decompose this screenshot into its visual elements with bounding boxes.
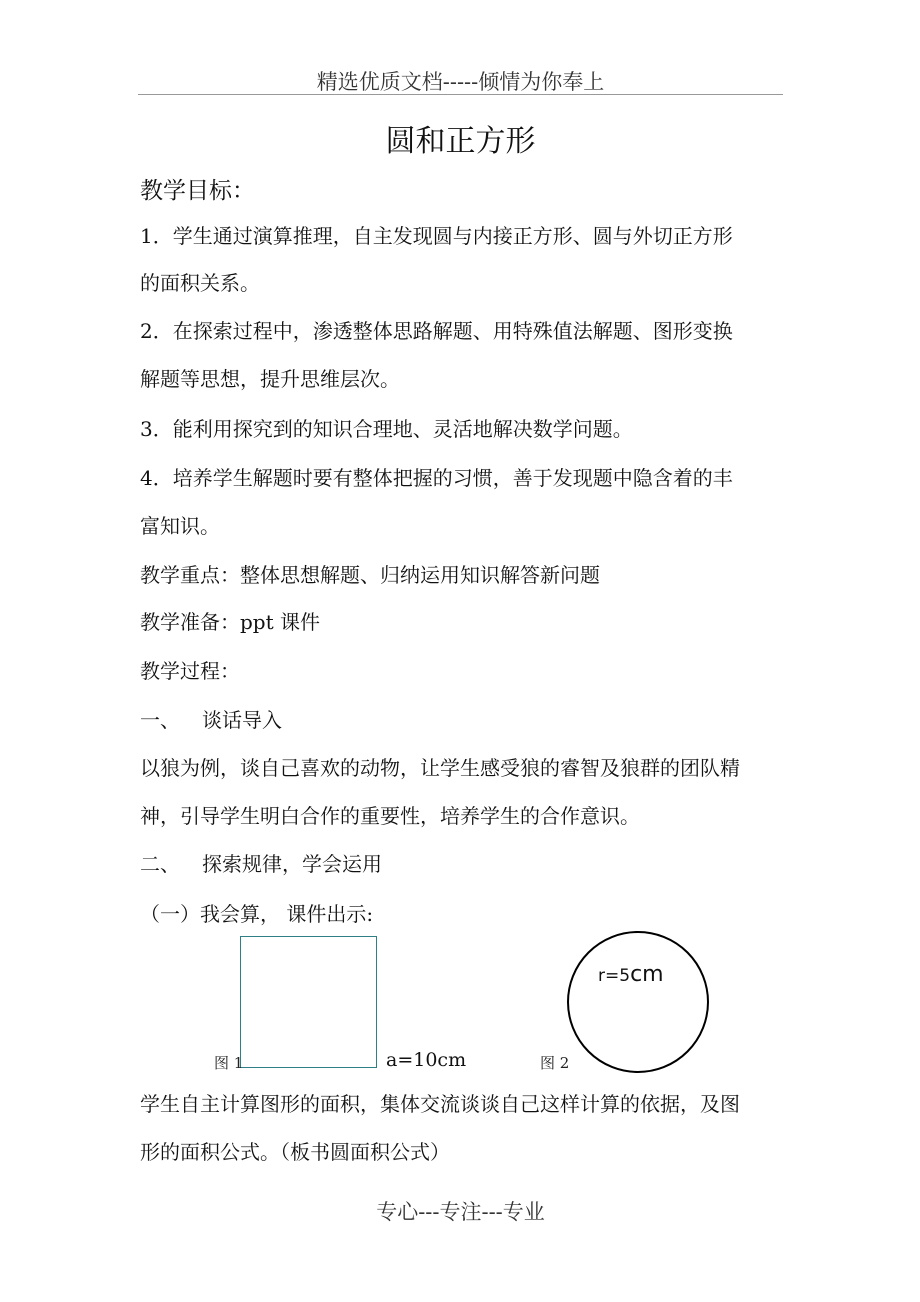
goal-1-line-1: 1．学生通过演算推理，自主发现圆与内接正方形、圆与外切正方形	[140, 224, 733, 248]
page-footer: 专心---专注---专业	[376, 1200, 545, 1224]
part-1-title: 谈话导入	[202, 708, 282, 732]
circle-radius-label	[598, 962, 664, 987]
sub-section-1: （一）我会算， 课件出示:	[140, 902, 374, 926]
process-heading: 教学过程：	[140, 659, 240, 683]
square-figure	[240, 936, 377, 1068]
goal-1-line-2: 的面积关系。	[140, 271, 260, 295]
part-2-title: 探索规律，学会运用	[202, 852, 382, 876]
document-title: 圆和正方形	[385, 124, 536, 159]
figure-2-caption: 图 2	[540, 1054, 570, 1072]
goal-4-line-1: 4．培养学生解题时要有整体把握的习惯，善于发现题中隐含着的丰	[140, 466, 733, 490]
part-1-line-1: 以狼为例，谈自己喜欢的动物，让学生感受狼的睿智及狼群的团队精	[140, 756, 740, 780]
after-figures-line-2: 形的面积公式。（板书圆面积公式）	[140, 1140, 450, 1164]
goal-4-line-2: 富知识。	[140, 514, 220, 538]
goal-2-line-1: 2．在探索过程中，渗透整体思路解题、用特殊值法解题、图形变换	[140, 319, 733, 343]
circle-radius-unit: cm	[630, 962, 664, 987]
part-1-number: 一、	[140, 708, 180, 732]
figure-1-caption: 图 1	[214, 1054, 244, 1072]
circle-figure	[567, 931, 709, 1073]
preparation: 教学准备：ppt 课件	[140, 610, 320, 634]
part-1-heading	[140, 704, 282, 733]
goal-2-line-2: 解题等思想，提升思维层次。	[140, 367, 400, 391]
goal-3: 3．能利用探究到的知识合理地、灵活地解决数学问题。	[140, 417, 633, 441]
part-1-line-2: 神，引导学生明白合作的重要性，培养学生的合作意识。	[140, 804, 640, 828]
square-side-label: a=10cm	[386, 1049, 467, 1071]
page-header: 精选优质文档-----倾情为你奉上	[316, 70, 605, 94]
goals-heading: 教学目标：	[140, 178, 255, 204]
part-2-number: 二、	[140, 852, 180, 876]
header-rule	[138, 94, 783, 95]
circle-radius-value: r=5	[598, 966, 631, 986]
after-figures-line-1: 学生自主计算图形的面积，集体交流谈谈自己这样计算的依据，及图	[140, 1092, 740, 1116]
key-points: 教学重点：整体思想解题、归纳运用知识解答新问题	[140, 563, 600, 587]
part-2-heading	[140, 848, 382, 877]
